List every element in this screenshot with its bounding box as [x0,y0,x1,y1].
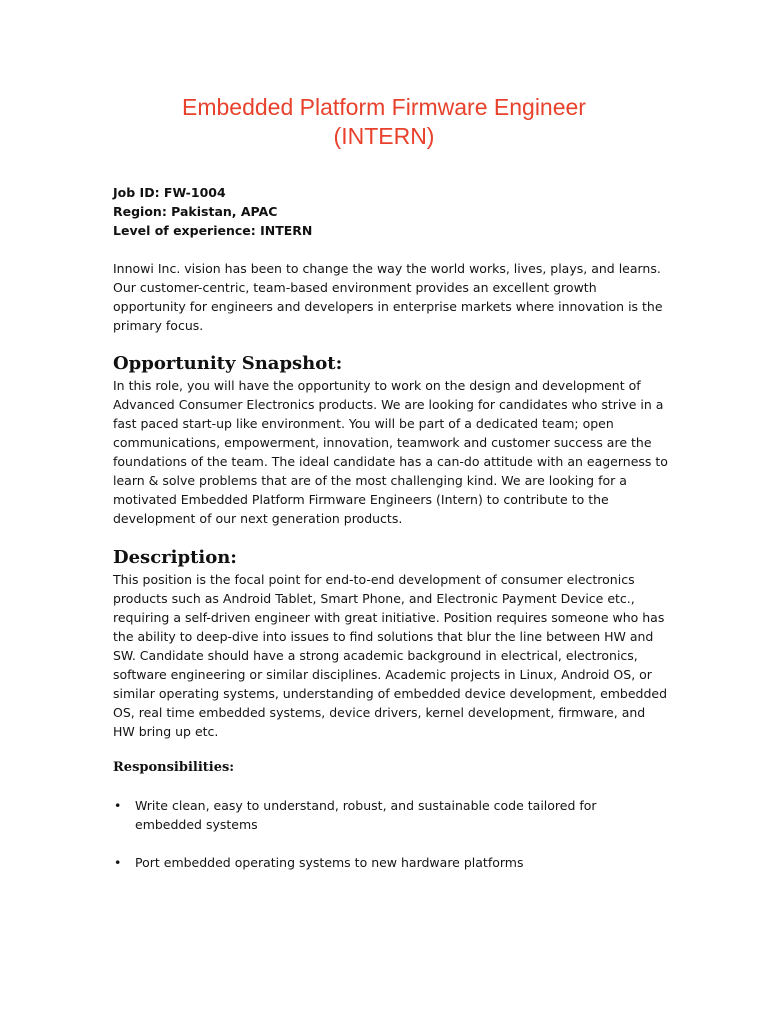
bullet-icon: • [114,855,122,870]
list-item [113,796,661,834]
job-region: Region: Pakistan, APAC [113,204,278,219]
job-level: Level of experience: INTERN [113,223,313,238]
snapshot-line: learn & solve problems that are of the most challenging kind. We are looking for a [113,473,627,488]
description-line: the ability to deep-dive into issues to find solutions that blur the line between HW and [113,629,654,644]
snapshot-line: foundations of the team. The ideal candidate has a can-do attitude with an eagerness to [113,454,668,469]
snapshot-line: In this role, you will have the opportunity to work on the design and development of [113,378,641,393]
description-line: products such as Android Tablet, Smart Phone, and Electronic Payment Device etc., [113,591,635,606]
snapshot-line: development of our next generation products. [113,511,403,526]
snapshot-line: fast paced start-up like environment. You will be part of a dedicated team; open [113,416,614,431]
description-line: requiring a self-driven engineer with great initiative. Position requires someone who has [113,610,665,625]
description-paragraph [113,570,668,741]
list-item-line: Port embedded operating systems to new hardware platforms [135,855,524,870]
snapshot-heading: Opportunity Snapshot: [113,353,343,374]
responsibilities-heading: Responsibilities: [113,760,235,775]
job-meta [113,183,312,240]
snapshot-line: Advanced Consumer Electronics products. We are looking for candidates who strive in a [113,397,664,412]
intro-line: opportunity for engineers and developers in enterprise markets where innovation is the [113,299,663,314]
responsibilities-list [113,796,661,872]
snapshot-paragraph [113,376,668,528]
description-line: This position is the focal point for end-to-end development of consumer electronics [113,572,635,587]
intro-paragraph [113,259,661,335]
description-line: SW. Candidate should have a strong academic background in electrical, electronics, [113,648,638,663]
description-line: OS, real time embedded systems, device drivers, kernel development, firmware, and [113,705,646,720]
intro-line: Innowi Inc. vision has been to change the way the world works, lives, plays, and learns. [113,261,661,276]
title-line-2: (INTERN) [333,123,435,149]
description-line: similar operating systems, understanding of embedded device development, embedded [113,686,668,701]
job-id: Job ID: FW-1004 [113,185,226,200]
description-line: software engineering or similar disciplines. Academic projects in Linux, Android OS, or [113,667,652,682]
document-title [100,93,668,151]
list-item [113,853,661,872]
snapshot-line: communications, empowerment, innovation, teamwork and customer success are the [113,435,652,450]
list-item-line: embedded systems [135,817,258,832]
description-line: HW bring up etc. [113,724,219,739]
list-item-line: Write clean, easy to understand, robust, and sustainable code tailored for [135,798,597,813]
snapshot-line: motivated Embedded Platform Firmware Engineers (Intern) to contribute to the [113,492,609,507]
bullet-icon: • [114,798,122,813]
description-heading: Description: [113,547,237,568]
intro-line: Our customer-centric, team-based environment provides an excellent growth [113,280,597,295]
intro-line: primary focus. [113,318,204,333]
title-line-1: Embedded Platform Firmware Engineer [182,94,586,120]
